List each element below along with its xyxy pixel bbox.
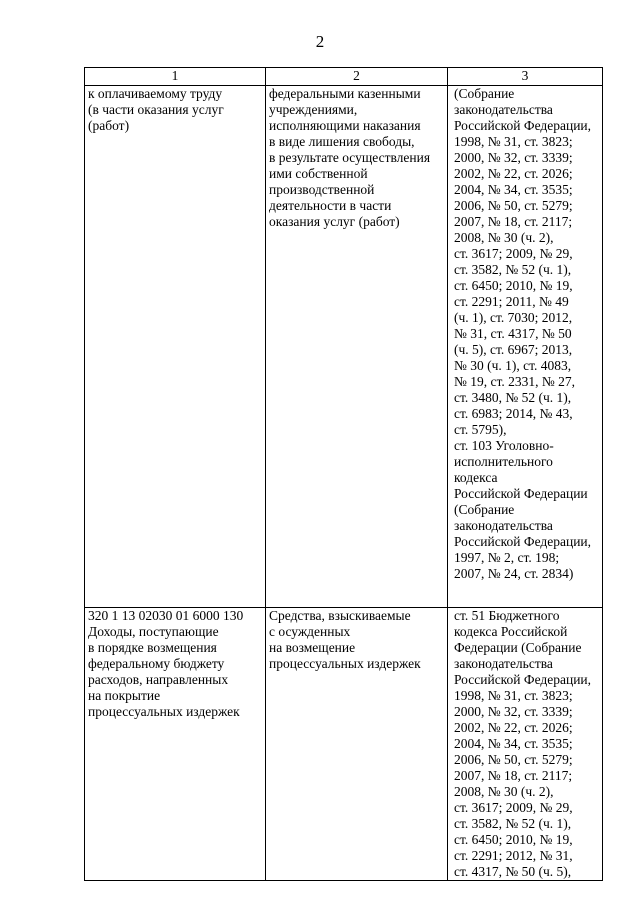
table-cell	[266, 608, 448, 881]
table-cell	[448, 608, 603, 881]
table-cell	[448, 86, 603, 608]
cell-text: ст. 51 Бюджетного кодекса Российской Федерации (Собрание законодательства Российской Федерации, 1998, № 31, ст. 3823; 2000, № 32, ст. 3339; 2002, № 22, ст. 2026; 2004, № 34, ст. 3535; 2006, № 50, ст. 5279; 2007, № 18, ст. 2117; 2008, № 30 (ч. 2), ст. 3617; 2009, № 29, ст. 3582, № 52 (ч. 1), ст. 6450; 2010, № 19, ст. 2291; 2012, № 31, ст. 4317, № 50 (ч. 5),	[454, 608, 592, 879]
table-row	[85, 608, 603, 881]
document-table	[84, 67, 603, 881]
table-cell	[266, 86, 448, 608]
cell-text: (Собрание законодательства Российской Федерации, 1998, № 31, ст. 3823; 2000, № 32, ст. 3339; 2002, № 22, ст. 2026; 2004, № 34, ст. 3535; 2006, № 50, ст. 5279; 2007, № 18, ст. 2117; 2008, № 30 (ч. 2), ст. 3617; 2009, № 29, ст. 3582, № 52 (ч. 1), ст. 6450; 2010, № 19, ст. 2291; 2011, № 49 (ч. 1), ст. 7030; 2012, № 31, ст. 4317, № 50 (ч. 5), ст. 6967; 2013, № 30 (ч. 1), ст. 4083, № 19, ст. 2331, № 27, ст. 3480, № 52 (ч. 1), ст. 6983; 2014, № 43, ст. 5795), ст. 103 Уголовно- исполнительного кодекса Российской Федерации (Собрание законодательства Российской Федерации, 1997, № 2, ст. 198; 2007, № 24, ст. 2834)	[454, 86, 592, 581]
cell-text: 320 1 13 02030 01 6000 130 Доходы, поступающие в порядке возмещения федеральному бюджету расходов, направленных на покрытие процессуальных издержек	[88, 608, 244, 719]
table-row	[85, 86, 603, 608]
table-cell	[85, 608, 266, 881]
column-header-2: 2	[266, 68, 448, 86]
column-header-3: 3	[448, 68, 603, 86]
cell-text: к оплачиваемому труду (в части оказания услуг (работ)	[88, 86, 224, 133]
cell-text: федеральными казенными учреждениями, исполняющими наказания в виде лишения свободы, в результате осуществления ими собственной производственной деятельности в части оказания услуг (работ)	[269, 86, 431, 229]
table-header-row	[85, 68, 603, 86]
cell-text: Средства, взыскиваемые с осужденных на возмещение процессуальных издержек	[269, 608, 421, 671]
column-header-1: 1	[85, 68, 266, 86]
table-cell	[85, 86, 266, 608]
page-number: 2	[315, 32, 325, 51]
